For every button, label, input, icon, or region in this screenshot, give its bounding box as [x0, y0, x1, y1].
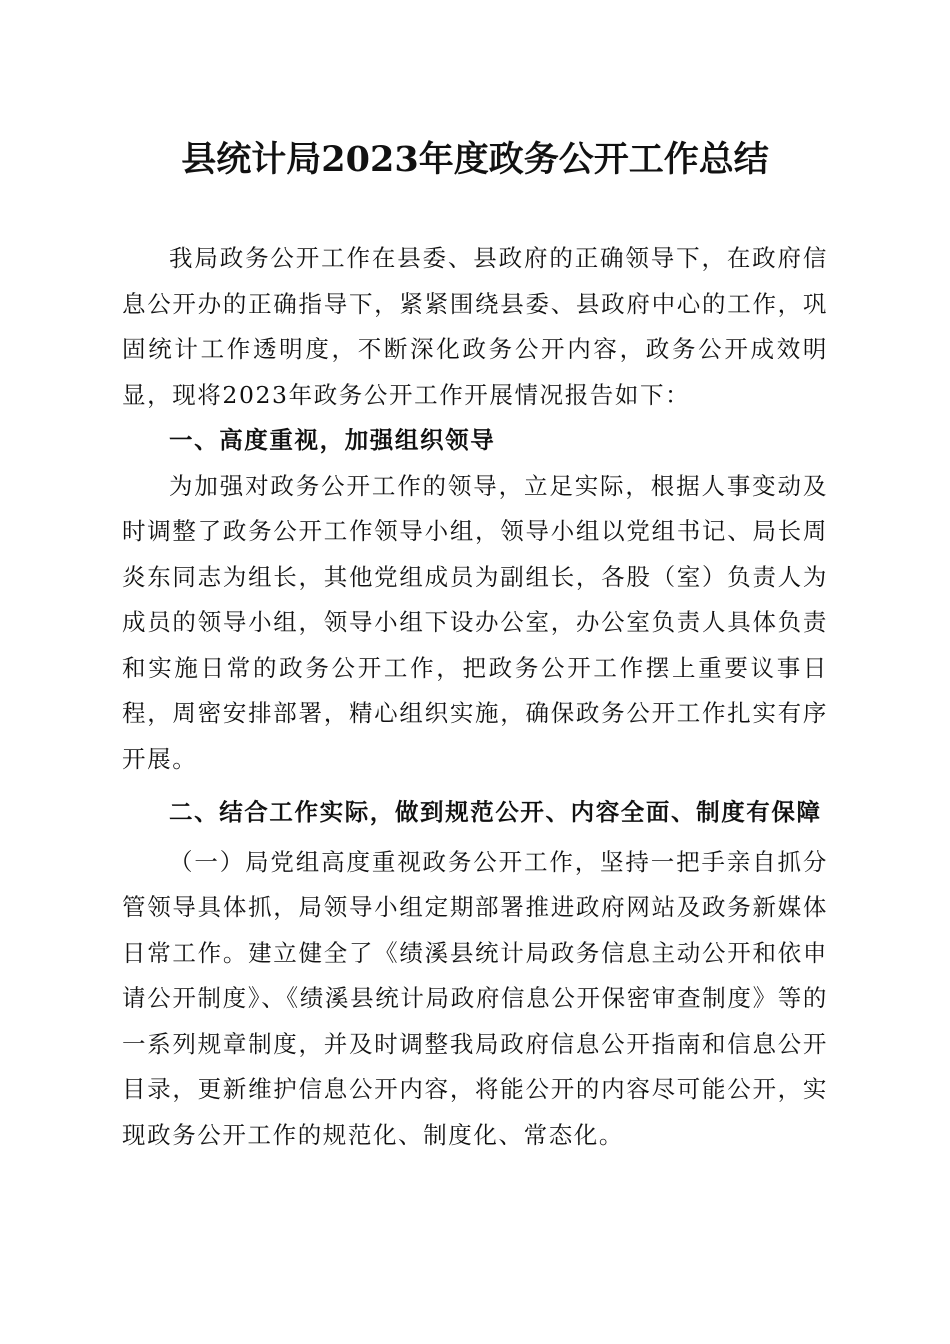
section-1-paragraph: 为加强对政务公开工作的领导，立足实际，根据人事变动及时调整了政务公开工作领导小组，领导小组以党组书记、局长周炎东同志为组长，其他党组成员为副组长，各股（室）负责人为成员的领导小组，领导小组下设办公室，办公室负责人具体负责和实施日常的政务公开工作，把政务公开工作摆上重要议事日程，周密安排部署，精心组织实施，确保政务公开工作扎实有序开展。 — [122, 471, 828, 773]
section-2-heading: 二、结合工作实际，做到规范公开、内容全面、制度有保障 — [169, 798, 822, 826]
intro-paragraph: 我局政务公开工作在县委、县政府的正确领导下，在政府信息公开办的正确指导下，紧紧围绕县委、县政府中心的工作，巩固统计工作透明度，不断深化政务公开内容，政务公开成效明显，现将2023年政务公开工作开展情况报告如下： — [122, 244, 828, 409]
section-2-paragraph: （一）局党组高度重视政务公开工作，坚持一把手亲自抓分管领导具体抓，局领导小组定期部署推进政府网站及政务新媒体日常工作。建立健全了《绩溪县统计局政务信息主动公开和依申请公开制度》、《绩溪县统计局政府信息公开保密审查制度》等的一系列规章制度，并及时调整我局政府信息公开指南和信息公开目录，更新维护信息公开内容，将能公开的内容尽可能公开，实现政务公开工作的规范化、制度化、常态化。 — [122, 847, 828, 1149]
section-1-heading: 一、高度重视，加强组织领导 — [169, 426, 496, 454]
document-body — [122, 236, 828, 1158]
document-title: 县统计局2023年度政务公开工作总结 — [181, 139, 769, 180]
